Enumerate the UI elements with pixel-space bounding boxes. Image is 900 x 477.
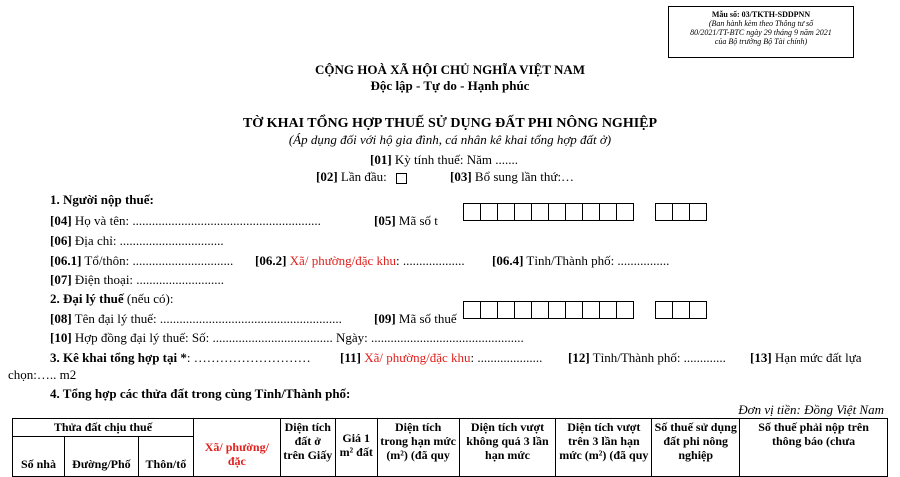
currency-note: Đơn vị tiền: Đồng Việt Nam [738, 402, 884, 417]
field-01: [01] Kỳ tính thuế: Năm ....... [370, 152, 519, 167]
col-so-nha: Số nhà [13, 437, 65, 477]
form-code-box [668, 6, 854, 58]
field-06: [06] Địa chỉ: ................................ [50, 233, 224, 248]
tax-id-suffix-boxes[interactable] [656, 203, 707, 221]
col-dien-tich: Diện tích đất ở trên Giấy [280, 419, 335, 477]
tax-id-boxes[interactable] [464, 203, 634, 221]
col-vuot-tren-3: Diện tích vượt trên 3 lần hạn mức (m²) (đã quy [556, 419, 652, 477]
col-trong-han-muc: Diện tích trong hạn mức (m²) (đã quy [377, 419, 459, 477]
col-gia: Giá 1 m² đất [335, 419, 377, 477]
land-plot-table [12, 418, 888, 477]
field-03: [03] Bổ sung lần thứ:… [450, 169, 575, 184]
field-04: [04] Họ và tên: .......................................................... [50, 213, 321, 228]
field-07: [07] Điện thoại: ........................... [50, 272, 225, 287]
field-06-1: [06.1] Tổ/thôn: ............................... [50, 253, 234, 268]
field-02: [02] Lần đầu: [316, 169, 407, 185]
form-note-1: (Ban hành kèm theo Thông tư số [708, 19, 814, 28]
section-1-heading: 1. Người nộp thuế: [50, 192, 154, 207]
field-10: [10] Hợp đồng đại lý thuế: Số: ..................................... Ngày: ............................................... [50, 330, 524, 345]
col-duong: Đường/Phố [64, 437, 138, 477]
form-note-3: của Bộ trưởng Bộ Tài chính) [714, 37, 808, 46]
motto: Độc lập - Tự do - Hạnh phúc [370, 78, 530, 93]
section-3-continuation: chọn:….. m2 [8, 367, 77, 382]
nation-header: CỘNG HOÀ XÃ HỘI CHỦ NGHĨA VIỆT NAM [314, 62, 586, 77]
field-06-2: [06.2] Xã/ phường/đặc khu: ................... [255, 253, 465, 268]
section-4-heading: 4. Tổng hợp các thửa đất trong cùng Tỉnh/Thành phố: [50, 386, 351, 401]
section-3-line: 3. Kê khai tổng hợp tại *: ……………………… [50, 350, 311, 365]
col-vuot-3: Diện tích vượt không quá 3 lần hạn mức [459, 419, 556, 477]
section-2-heading: 2. Đại lý thuế (nếu có): [50, 291, 174, 306]
group-header: Thửa đất chịu thuế [13, 419, 194, 437]
col-phai-nop: Số thuế phải nộp trên thông báo (chưa [740, 419, 888, 477]
form-note-2: 80/2021/TT-BTC ngày 29 tháng 9 năm 2021 [690, 28, 832, 37]
field-11: [11] Xã/ phường/đặc khu: .................... [340, 350, 543, 365]
field-12: [12] Tỉnh/Thành phố: ............. [568, 350, 726, 365]
agent-tax-id-suffix-boxes[interactable] [656, 301, 707, 319]
page-subtitle: (Áp dụng đối với hộ gia đình, cá nhân kê khai tổng hợp đất ở) [288, 132, 612, 147]
field-06-4: [06.4] Tỉnh/Thành phố: ................ [492, 253, 670, 268]
agent-tax-id-boxes[interactable] [464, 301, 634, 319]
field-05: [05] Mã số t [374, 213, 438, 228]
field-09: [09] Mã số thuế [374, 311, 457, 326]
first-time-checkbox[interactable] [396, 173, 407, 184]
field-13: [13] Hạn mức đất lựa [750, 350, 862, 365]
col-so-thue: Số thuế sử dụng đất phi nông nghiệp [652, 419, 740, 477]
col-xa: Xã/ phường/đặc [193, 419, 280, 477]
page-title: TỜ KHAI TỔNG HỢP THUẾ SỬ DỤNG ĐẤT PHI NÔNG NGHIỆP [242, 116, 658, 131]
field-08: [08] Tên đại lý thuế: ........................................................ [50, 311, 342, 326]
col-thon: Thôn/tổ [138, 437, 193, 477]
form-code: Mẫu số: 03/TKTH-SDDPNN [711, 10, 811, 19]
